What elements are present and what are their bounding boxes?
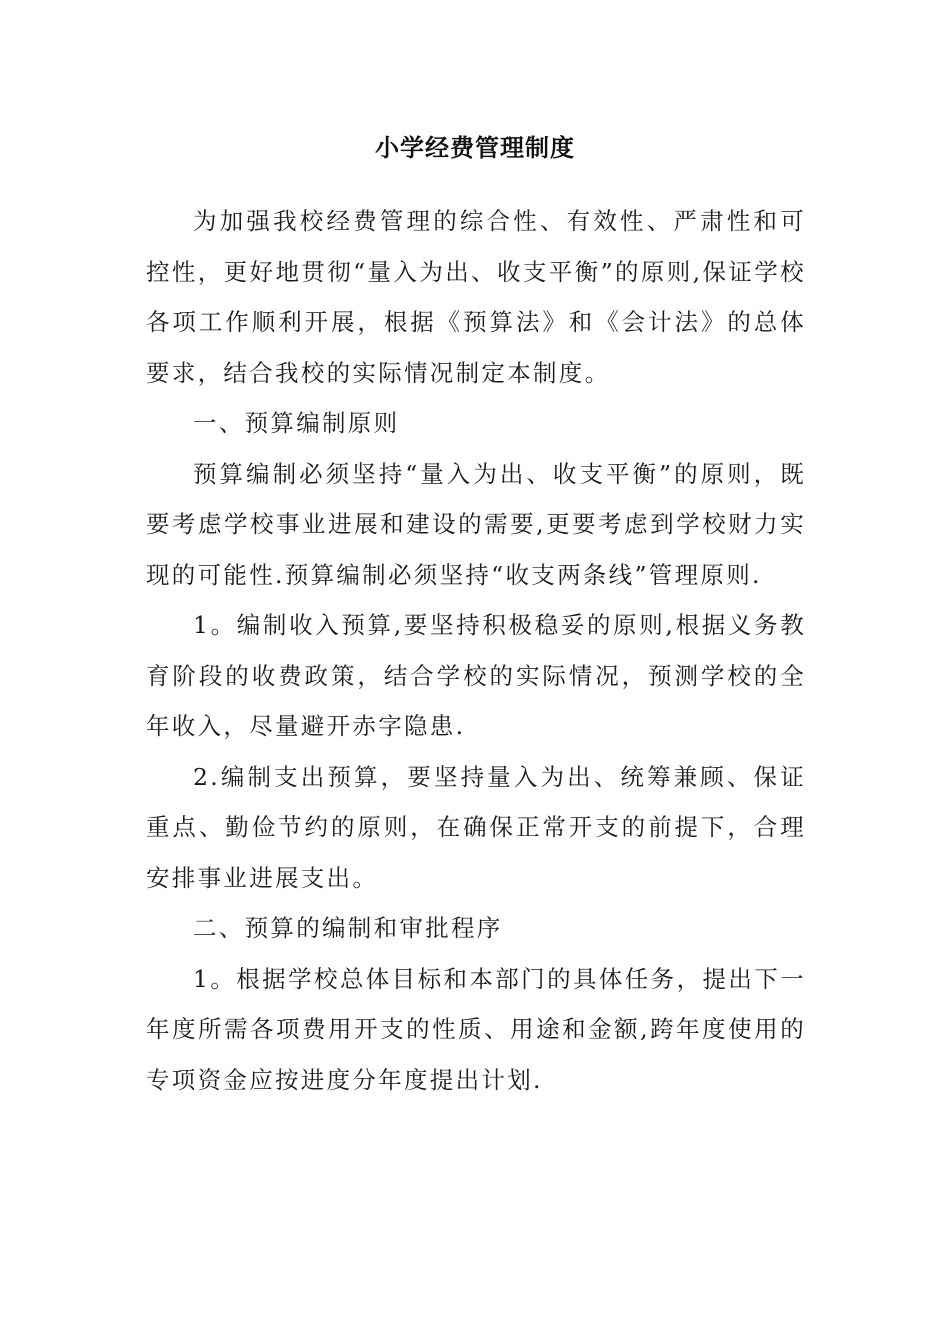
approval-procedure-paragraph: 1。根据学校总体目标和本部门的具体任务，提出下一年度所需各项费用开支的性质、用途和金额,跨年度使用的专项资金应按进度分年度提出计划. [146, 964, 806, 1094]
budget-principles-paragraph: 预算编制必须坚持“量入为出、收支平衡”的原则，既要考虑学校事业进展和建设的需要,更要考虑到学校财力实现的可能性.预算编制必须坚持“收支两条线”管理原则. [146, 459, 806, 589]
income-budget-paragraph: 1。编制收入预算,要坚持积极稳妥的原则,根据义务教育阶段的收费政策，结合学校的实际情况，预测学校的全年收入，尽量避开赤字隐患. [146, 611, 806, 740]
intro-paragraph: 为加强我校经费管理的综合性、有效性、严肃性和可控性，更好地贯彻“量入为出、收支平衡”的原则,保证学校各项工作顺利开展，根据《预算法》和《会计法》的总体要求，结合我校的实际情况制定本制度。 [146, 207, 806, 387]
document-body [146, 196, 806, 1105]
section-heading-approval-procedure: 二、预算的编制和审批程序 [193, 914, 503, 942]
section-heading-budget-principles: 一、预算编制原则 [193, 409, 400, 437]
expense-budget-paragraph: 2.编制支出预算，要坚持量入为出、统筹兼顾、保证重点、勤俭节约的原则，在确保正常开支的前提下，合理安排事业进展支出。 [146, 762, 806, 892]
document-title: 小学经费管理制度 [375, 134, 575, 162]
